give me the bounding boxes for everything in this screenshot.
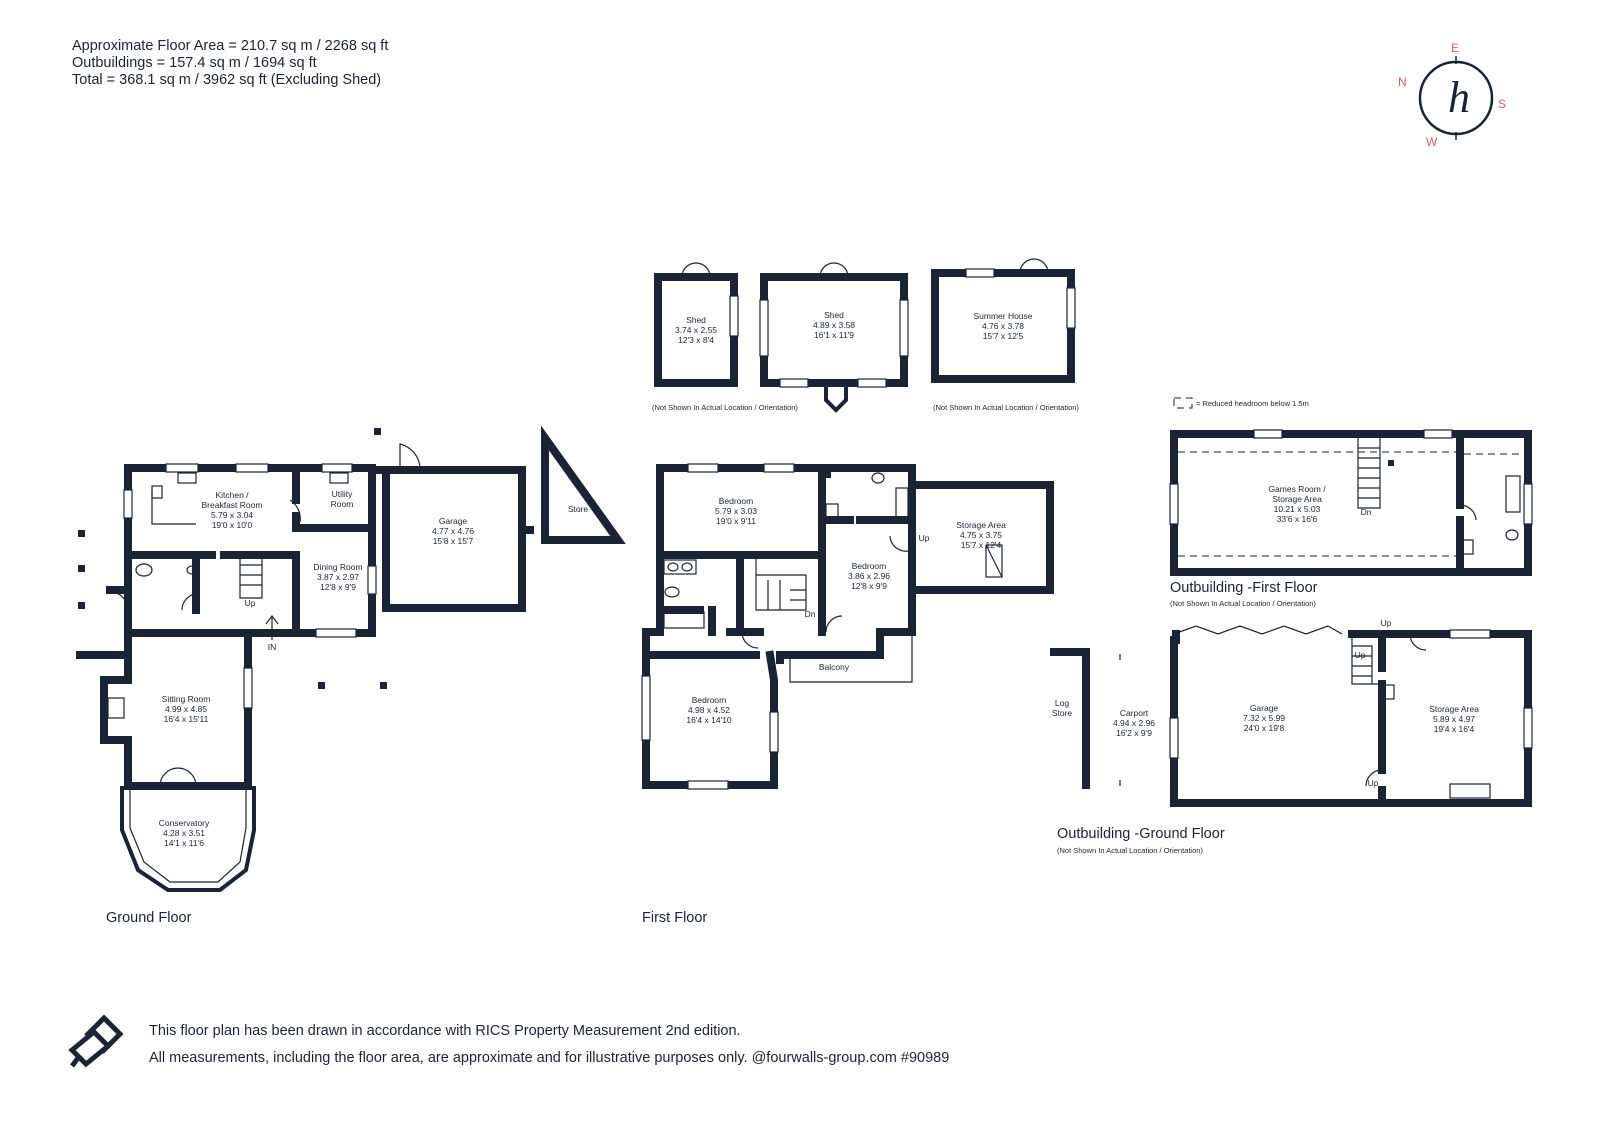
first-floor-plan bbox=[642, 464, 1050, 926]
outbuilding-ground-label: Outbuilding -Ground Floor bbox=[1057, 826, 1225, 842]
outbuilding-up-marker-1: Up bbox=[1380, 618, 1392, 628]
conservatory-imperial: 14'1 x 11'6 bbox=[164, 838, 204, 848]
storage1-imperial: 15'7 x 12'4 bbox=[960, 540, 1002, 550]
storage2-name: Storage Area bbox=[1429, 704, 1479, 714]
storage2-imperial: 19'4 x 16'4 bbox=[1433, 724, 1475, 734]
outbuilding-first-note: (Not Shown In Actual Location / Orientation) bbox=[1170, 599, 1316, 608]
garage-imperial: 15'8 x 15'7 bbox=[432, 536, 474, 546]
balcony-name: Balcony bbox=[818, 662, 850, 672]
storage1-name: Storage Area bbox=[956, 520, 1006, 530]
kitchen-name-2: Breakfast Room bbox=[201, 500, 263, 510]
garage2-name: Garage bbox=[1249, 703, 1279, 713]
summer-imperial: 15'7 x 12'5 bbox=[982, 331, 1024, 341]
outbuilding-up-marker-3: Up bbox=[1367, 778, 1379, 788]
area-summary-total: Total = 368.1 sq m / 3962 sq ft (Excluding Shed) bbox=[72, 72, 382, 88]
shed2-metric: 4.89 x 3.58 bbox=[812, 320, 856, 330]
games-name-2: Storage Area bbox=[1272, 494, 1322, 504]
sitting-imperial: 16'4 x 15'11 bbox=[163, 714, 209, 724]
bed3-name: Bedroom bbox=[691, 695, 727, 705]
summer-location-note: (Not Shown In Actual Location / Orientation) bbox=[933, 403, 1079, 412]
compass-east: E bbox=[1451, 41, 1460, 55]
games-name: Games Room / bbox=[1268, 484, 1326, 494]
shed1-name: Shed bbox=[686, 315, 706, 325]
store-name: Store bbox=[567, 504, 589, 514]
garage2-imperial: 24'0 x 19'8 bbox=[1243, 723, 1285, 733]
bed3-metric: 4.98 x 4.52 bbox=[687, 705, 731, 715]
dining-metric: 3.87 x 2.97 bbox=[316, 572, 360, 582]
compass-west: W bbox=[1426, 135, 1438, 149]
bed3-imperial: 16'4 x 14'10 bbox=[686, 715, 732, 725]
kitchen-metric: 5.79 x 3.04 bbox=[210, 510, 254, 520]
bed2-metric: 3.86 x 2.96 bbox=[847, 571, 891, 581]
kitchen-name: Kitchen / bbox=[215, 490, 249, 500]
outbuilding-ground-note: (Not Shown In Actual Location / Orientation) bbox=[1057, 846, 1203, 855]
kitchen-imperial: 19'0 x 10'0 bbox=[211, 520, 253, 530]
area-summary-outbuildings: Outbuildings = 157.4 sq m / 1694 sq ft bbox=[72, 55, 317, 71]
area-summary-floor: Approximate Floor Area = 210.7 sq m / 2268 sq ft bbox=[72, 38, 389, 54]
shed2-imperial: 16'1 x 11'9 bbox=[814, 330, 854, 340]
storage1-metric: 4.75 x 3.75 bbox=[959, 530, 1003, 540]
headroom-key: = Reduced headroom below 1.5m bbox=[1196, 399, 1309, 408]
shed1-metric: 3.74 x 2.55 bbox=[674, 325, 718, 335]
summer-metric: 4.76 x 3.78 bbox=[981, 321, 1025, 331]
games-imperial: 33'6 x 16'6 bbox=[1276, 514, 1318, 524]
summer-name: Summer House bbox=[973, 311, 1033, 321]
sitting-name: Sitting Room bbox=[161, 694, 211, 704]
first-dn-marker: Dn bbox=[804, 609, 816, 619]
footer-measurement-note: All measurements, including the floor area, are approximate and for illustrative purposes only. @fourwalls-group.com #90989 bbox=[149, 1050, 950, 1066]
carport-name: Carport bbox=[1119, 708, 1149, 718]
bed2-imperial: 12'8 x 9'9 bbox=[851, 581, 887, 591]
compass-north: N bbox=[1398, 75, 1407, 89]
utility-name: Utility bbox=[331, 489, 353, 499]
dining-imperial: 12'8 x 9'9 bbox=[320, 582, 356, 592]
ground-floor-label: Ground Floor bbox=[106, 910, 192, 926]
fourwalls-logo-icon bbox=[68, 1010, 124, 1074]
sitting-metric: 4.99 x 4.85 bbox=[164, 704, 208, 714]
games-metric: 10.21 x 5.03 bbox=[1273, 504, 1321, 514]
outbuilding-first-label: Outbuilding -First Floor bbox=[1170, 580, 1318, 596]
ground-entrance-marker: IN bbox=[267, 642, 277, 652]
storage2-metric: 5.89 x 4.97 bbox=[1432, 714, 1476, 724]
bed2-name: Bedroom bbox=[851, 561, 887, 571]
logstore-name-2: Store bbox=[1051, 708, 1073, 718]
bed1-metric: 5.79 x 3.03 bbox=[714, 506, 758, 516]
bed1-imperial: 19'0 x 9'11 bbox=[716, 516, 756, 526]
carport-metric: 4.94 x 2.96 bbox=[1112, 718, 1156, 728]
conservatory-name: Conservatory bbox=[158, 818, 210, 828]
garage-metric: 4.77 x 4.76 bbox=[431, 526, 475, 536]
sheds-plan bbox=[652, 259, 1079, 412]
garage-name: Garage bbox=[438, 516, 468, 526]
compass-south: S bbox=[1498, 97, 1507, 111]
outbuilding-up-marker-2: Up bbox=[1354, 650, 1366, 660]
ground-up-marker: Up bbox=[244, 598, 256, 608]
shed2-name: Shed bbox=[824, 310, 844, 320]
sheds-location-note: (Not Shown In Actual Location / Orientation) bbox=[652, 403, 798, 412]
shed1-imperial: 12'3 x 8'4 bbox=[678, 335, 714, 345]
outbuilding-ground-floor-plan bbox=[1052, 618, 1532, 855]
footer-rics-note: This floor plan has been drawn in accordance with RICS Property Measurement 2nd edition. bbox=[149, 1023, 741, 1039]
utility-name-2: Room bbox=[330, 499, 354, 509]
carport-imperial: 16'2 x 9'9 bbox=[1116, 728, 1152, 738]
garage2-metric: 7.32 x 5.99 bbox=[1242, 713, 1286, 723]
outbuilding-first-floor-plan bbox=[1170, 398, 1532, 608]
conservatory-metric: 4.28 x 3.51 bbox=[162, 828, 206, 838]
footer-disclaimer bbox=[149, 1018, 949, 1072]
first-floor-label: First Floor bbox=[642, 910, 708, 926]
bed1-name: Bedroom bbox=[718, 496, 754, 506]
outbuilding-dn-marker: Dn bbox=[1360, 507, 1372, 517]
monogram-h: h bbox=[1448, 73, 1470, 122]
dining-name: Dining Room bbox=[313, 562, 363, 572]
logstore-name: Log bbox=[1054, 698, 1070, 708]
first-up-marker: Up bbox=[918, 533, 930, 543]
